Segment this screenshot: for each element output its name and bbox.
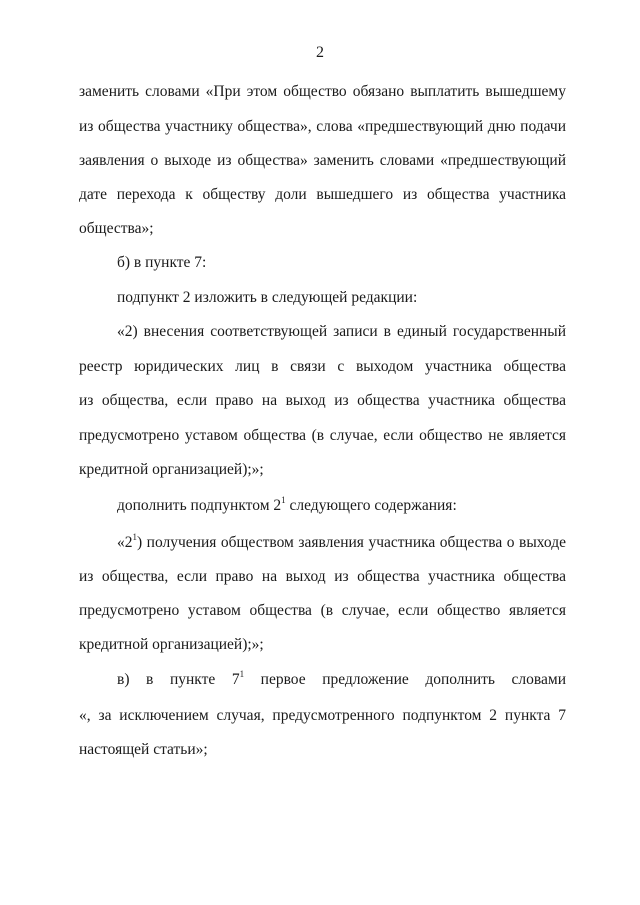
- text-line: предусмотрено уставом общества (в случае, если общество не является: [79, 427, 566, 444]
- text-fragment: «2: [117, 534, 133, 551]
- text-line: предусмотрено уставом общества (в случае, если общество является: [79, 602, 566, 619]
- text-line: настоящей статьи»;: [79, 741, 208, 758]
- text-line: заменить словами «При этом общество обязано выплатить вышедшему: [79, 83, 566, 100]
- text-fragment: в) в пункте 7: [117, 671, 240, 688]
- text-line: реестр юридических лиц в связи с выходом участника общества: [79, 358, 566, 375]
- text-line: из общества, если право на выход из общества участника общества: [79, 392, 566, 409]
- superscript: 1: [281, 495, 286, 505]
- page-number: 2: [316, 44, 324, 61]
- text-line: дате перехода к обществу доли вышедшего из общества участника: [79, 186, 566, 203]
- text-fragment: дополнить подпунктом 2: [117, 497, 282, 514]
- text-line: [117, 496, 566, 516]
- superscript: 1: [239, 669, 245, 679]
- text-line: кредитной организацией);»;: [79, 636, 264, 653]
- text-line: из общества, если право на выход из общества участника общества: [79, 568, 566, 585]
- text-line: «2) внесения соответствующей записи в единый государственный: [117, 323, 566, 340]
- text-line: общества»;: [79, 220, 154, 237]
- text-line: кредитной организацией);»;: [79, 461, 264, 478]
- text-line: заявления о выходе из общества» заменить словами «предшествующий: [79, 152, 566, 169]
- text-line: из общества участнику общества», слова «предшествующий дню подачи: [79, 118, 566, 135]
- text-fragment: ) получения обществом заявления участника общества о выходе: [137, 534, 566, 551]
- text-line: [117, 533, 566, 553]
- text-line: б) в пункте 7:: [117, 254, 207, 271]
- text-line: [117, 670, 566, 690]
- text-fragment: следующего содержания:: [285, 497, 457, 514]
- text-line: «, за исключением случая, предусмотренного подпунктом 2 пункта 7: [79, 707, 566, 724]
- superscript: 1: [132, 532, 137, 542]
- text-fragment: первое предложение дополнить словами: [244, 671, 567, 688]
- text-line: подпункт 2 изложить в следующей редакции:: [117, 289, 418, 306]
